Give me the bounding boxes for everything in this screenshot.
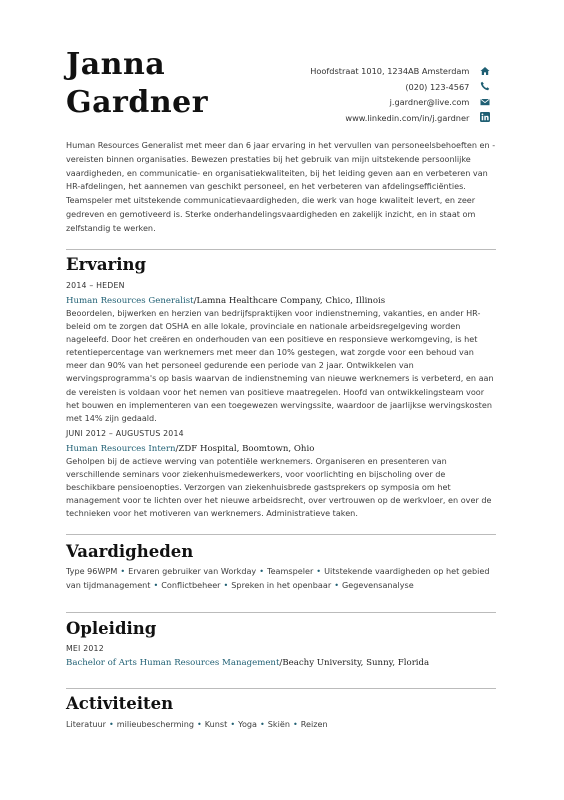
bullet: • xyxy=(316,566,322,576)
contact-phone: (020) 123-4567 xyxy=(405,81,470,92)
section-title-skills: Vaardigheden xyxy=(66,542,194,561)
contact-email[interactable]: j.gardner@live.com xyxy=(389,97,470,107)
bullet: • xyxy=(259,566,264,576)
bullet: • xyxy=(120,566,126,576)
job-dates: 2014 – HEDEN xyxy=(66,281,125,290)
job-role xyxy=(66,443,496,455)
skill-item: Type 96WPM xyxy=(66,566,118,576)
education-degree: Bachelor of Arts Human Resources Management xyxy=(66,658,280,668)
bullet: • xyxy=(153,579,159,590)
job-title: Human Resources Generalist xyxy=(66,296,194,306)
bullet: • xyxy=(292,719,298,729)
mail-icon xyxy=(480,97,490,107)
bullet: • xyxy=(108,719,114,729)
first-name: Janna xyxy=(66,47,166,82)
profile-summary: Human Resources Generalist met meer dan 6 jaar ervaring in het vervullen van personeelsbehoeften en -vereisten binnen organisaties. Bewezen prestaties bij het gebruik van mijn uitstekende persoonlijke vaardigheden, en communicatie- en organisatiekwaliteiten, bij het leiding geven aan en verbeteren van HR-afdelingen, het aannemen van geschikt personeel, en het verbeteren van afdelingsefficiënties. Teamspeler met uitstekende communicatievaardigheden, die werk van hoge kwaliteit levert, en zeer gedreven en gemotiveerd is. Sterke onderhandelingsvaardigheden en zakelijk inzicht, en in staat om zelfstandig te werken. xyxy=(66,140,496,233)
phone-icon xyxy=(480,81,490,91)
activity-item: Reizen xyxy=(300,719,328,729)
contact-block xyxy=(310,64,490,126)
experience-item xyxy=(66,428,496,520)
skill-item: Gegevensanalyse xyxy=(341,579,414,590)
bullet: • xyxy=(260,719,265,729)
skill-item: Conflictbeheer xyxy=(161,579,221,590)
bullet: • xyxy=(230,719,236,729)
bullet: • xyxy=(196,719,202,729)
job-employer: /Lamna Healthcare Company, Chico, Illinois xyxy=(193,296,386,306)
contact-address: Hoofdstraat 1010, 1234AB Amsterdam xyxy=(310,66,470,76)
bullet: • xyxy=(334,579,339,590)
linkedin-icon xyxy=(480,112,490,122)
job-employer: /ZDF Hospital, Boomtown, Ohio xyxy=(175,444,315,454)
job-dates: JUNI 2012 – AUGUSTUS 2014 xyxy=(66,429,184,438)
section-title-education: Opleiding xyxy=(66,619,157,638)
activity-item: Kunst xyxy=(204,719,228,729)
contact-address-row xyxy=(310,64,490,80)
activity-item: Literatuur xyxy=(66,719,106,729)
skill-item: Teamspeler xyxy=(267,566,314,576)
job-role xyxy=(66,295,496,307)
activity-item: Yoga xyxy=(238,719,258,729)
bullet: • xyxy=(223,579,229,590)
contact-email-row xyxy=(310,95,490,111)
skill-item: Spreken in het openbaar xyxy=(231,579,332,590)
activities-list xyxy=(66,718,496,732)
contact-linkedin-row xyxy=(310,111,490,127)
home-icon xyxy=(480,66,490,76)
section-divider xyxy=(66,612,496,613)
education-school: /Beachy University, Sunny, Florida xyxy=(279,658,430,668)
education-degree-line xyxy=(66,657,496,670)
education-item xyxy=(66,643,496,670)
section-divider xyxy=(66,249,496,250)
last-name: Gardner xyxy=(66,85,209,120)
job-description: Geholpen bij de actieve werving van potentiële werknemers. Organiseren en presenteren van verschillende seminars voor ziekenhuismedewerkers, voor voorlichting en bijscholing over de beschikbare pensioenopties. Verzorgen van ziekenhuisbrede gastsprekers op symposia om het management voor te lichten over het nieuwe arbeidsrecht, over vertrouwen op de werkvloer, en over de technieken voor het motiveren van werknemers. Administratieve taken. xyxy=(66,456,492,519)
section-divider xyxy=(66,534,496,535)
skill-item: Uitstekende vaardigheden op het gebied van tijdmanagement xyxy=(66,566,490,590)
contact-linkedin[interactable]: www.linkedin.com/in/j.gardner xyxy=(345,112,470,123)
contact-phone-row xyxy=(310,80,490,96)
activity-item: Skiën xyxy=(267,719,290,729)
section-divider xyxy=(66,688,496,689)
experience-item xyxy=(66,280,496,425)
activity-item: milieubescherming xyxy=(116,719,194,729)
skills-list xyxy=(66,565,496,592)
candidate-name xyxy=(66,46,208,122)
section-title-activities: Activiteiten xyxy=(66,694,174,713)
job-description: Beoordelen, bijwerken en herzien van bedrijfspraktijken voor indienstneming, vakanties, en ander HR-beleid om te zorgen dat OSHA en alle lokale, provinciale en nationale arbeidsregelgeving worden nageleefd. Door het creëren en onderhouden van een positieve en responsieve werkomgeving, is het retentiepercentage van werknemers met meer dan 10% gestegen, wat zorgde voor een behoud van meer dan 90% van het personeel gedurende een periode van 2 jaar. Ontwikkelen van wervingsprogramma's op basis waarvan de indienstneming van nieuwe werknemers is verbeterd, en aan de vereisten is voldaan voor het nemen van positieve maatregelen. Hoofd van ontwikkelingsteam voor het bouwen en implementeren van een toegewezen wervingssite, waardoor de jaarlijkse wervingskosten met 14% zijn gedaald. xyxy=(66,308,494,423)
education-date: MEI 2012 xyxy=(66,644,104,653)
skill-item: Ervaren gebruiker van Workday xyxy=(128,566,257,576)
job-title: Human Resources Intern xyxy=(66,444,176,454)
section-title-experience: Ervaring xyxy=(66,255,147,274)
